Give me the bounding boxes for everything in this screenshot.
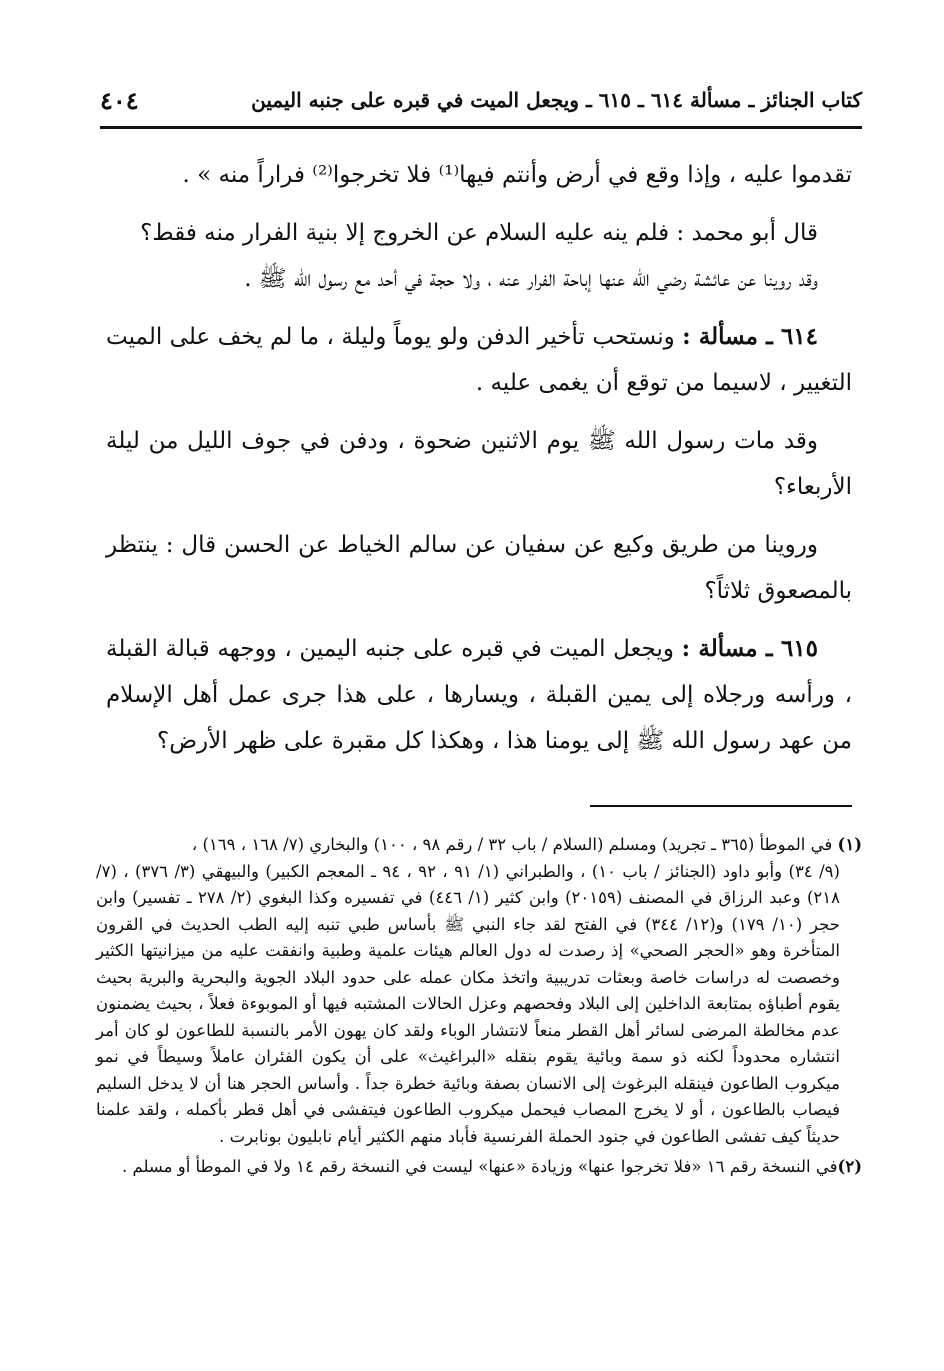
paragraph-6: وروينا من طريق وكيع عن سفيان عن سالم الخياط عن الحسن قال : ينتظر بالمصعوق ثلاثاً؟ <box>106 532 852 604</box>
footnote-1-continuation: (٩/ ٣٤) وأبو داود (الجنائز / باب ١٠) ، والطبراني (١/ ٩١ ، ٩٢ ، ٩٤ ـ المعجم الكبير) والبيهقي (٣/ ٣٧٦) ، (٧/ ٢١٨) وعبد الرزاق في المصنف (٢٠١٥٩) وابن كثير (١/ ٤٤٦) في تفسيره وكذا البغوي (٢/ ٢٧٨ ـ تفسير) وابن حجر (١٠/ ١٧٩) و(١٢/ ٣٤٤) في الفتح لقد جاء النبي ﷺ بأساس طبي تنبه إليه الطب الحديث في القرون المتأخرة وهو «الحجر الصحي» إذ رصدت له دول العالم هيئات علمية وطبية وانفقت عليه من ميزانيتها الكثير وخصصت له دراسات خاصة وبعثات تدريبية واتخذ مكان عمله على حدود البلاد الجوية والبحرية والبرية بحيث يقوم أطباؤه بمتابعة الداخلين إلى البلاد وفحصهم وعزل الحالات المشتبه فيها أو الموبوءة فعلاً ، بحيث يضمنون عدم مخالطة المرضى لسائر أهل القطر منعاً لانتشار الوباء ولقد كان يهون الأمر بالنسبة للطاعون لو كان أمر انتشاره محدوداً لكنه ذو سمة وبائية يقوم بنقله «البراغيث» على أن يكون الفئران عاملاً وسيطاً في نمو ميكروب الطاعون فينقله البرغوث إلى الانسان بصفة وبائية خطرة جداً . وأساس الحجر هنا أن لا يدخل السليم فيصاب بالطاعون ، أو لا يخرج المصاب فيحمل ميكروب الطاعون فيتفشى في أهل قطر بأكمله ، ولقد علمنا حديثاً كيف تفشى الطاعون في جنود الحملة الفرنسية فأباد منهم الكثير أيام نابليون بونابرت . <box>96 861 841 1146</box>
issue-text-614: ونستحب تأخير الدفن ولو يوماً وليلة ، ما لم يخف على الميت التغيير ، لاسيما من توقع أن يغمى عليه . <box>106 324 852 396</box>
footnote-1-line1: في الموطأ (٣٦٥ ـ تجريد) ومسلم (السلام / باب ٣٢ / رقم ٩٨ ، ١٠٠) والبخاري (٧/ ١٦٨ ، ١٦٩) ، <box>191 835 838 854</box>
footnote-1 <box>96 832 862 859</box>
paragraph-2: قال أبو محمد : فلم ينه عليه السلام عن الخروج إلا بنية الفرار منه فقط؟ <box>140 220 818 246</box>
footnotes <box>96 832 862 1181</box>
page-number: ٤٠٤ <box>100 85 139 115</box>
paragraph-7 <box>106 626 852 764</box>
page-header <box>100 74 862 129</box>
footnote-1-label: (١) <box>837 835 862 854</box>
footnote-separator <box>590 805 852 807</box>
issue-heading-615: ٦١٥ ـ مسألة : <box>681 635 818 662</box>
issue-heading-614: ٦١٤ ـ مسألة : <box>682 323 819 350</box>
footnote-2-label: (٢) <box>837 1157 862 1176</box>
paragraph-1: تقدموا عليه ، وإذا وقع في أرض وأنتم فيها⁽¹⁾ فلا تخرجوا⁽²⁾ فراراً منه » . <box>182 162 852 188</box>
paragraph-3: وقد روينا عن عائشة رضي الله عنها إباحة الفرار عنه ، ولا حجة في أحد مع رسول الله ﷺ . <box>244 266 818 292</box>
running-title: كتاب الجنائز ـ مسألة ٦١٤ ـ ٦١٥ ـ ويجعل الميت في قبره على جنبه اليمين <box>251 88 862 112</box>
issue-text-615: ويجعل الميت في قبره على جنبه اليمين ، ووجهه قبالة القبلة ، ورأسه ورجلاه إلى يمين القبلة ، ويسارها ، على هذا جرى عمل أهل الإسلام من عهد رسول الله ﷺ إلى يومنا هذا ، وهكذا كل مقبرة على ظهر الأرض؟ <box>106 636 852 754</box>
main-text <box>106 152 852 776</box>
footnote-2 <box>96 1154 862 1181</box>
paragraph-5: وقد مات رسول الله ﷺ يوم الاثنين ضحوة ، ودفن في جوف الليل من ليلة الأربعاء؟ <box>106 428 852 500</box>
footnote-2-text: في النسخة رقم ١٦ «فلا تخرجوا عنها» وزيادة «عنها» ليست في النسخة رقم ١٤ ولا في الموطأ أو مسلم . <box>121 1157 838 1176</box>
paragraph-4 <box>106 314 852 406</box>
